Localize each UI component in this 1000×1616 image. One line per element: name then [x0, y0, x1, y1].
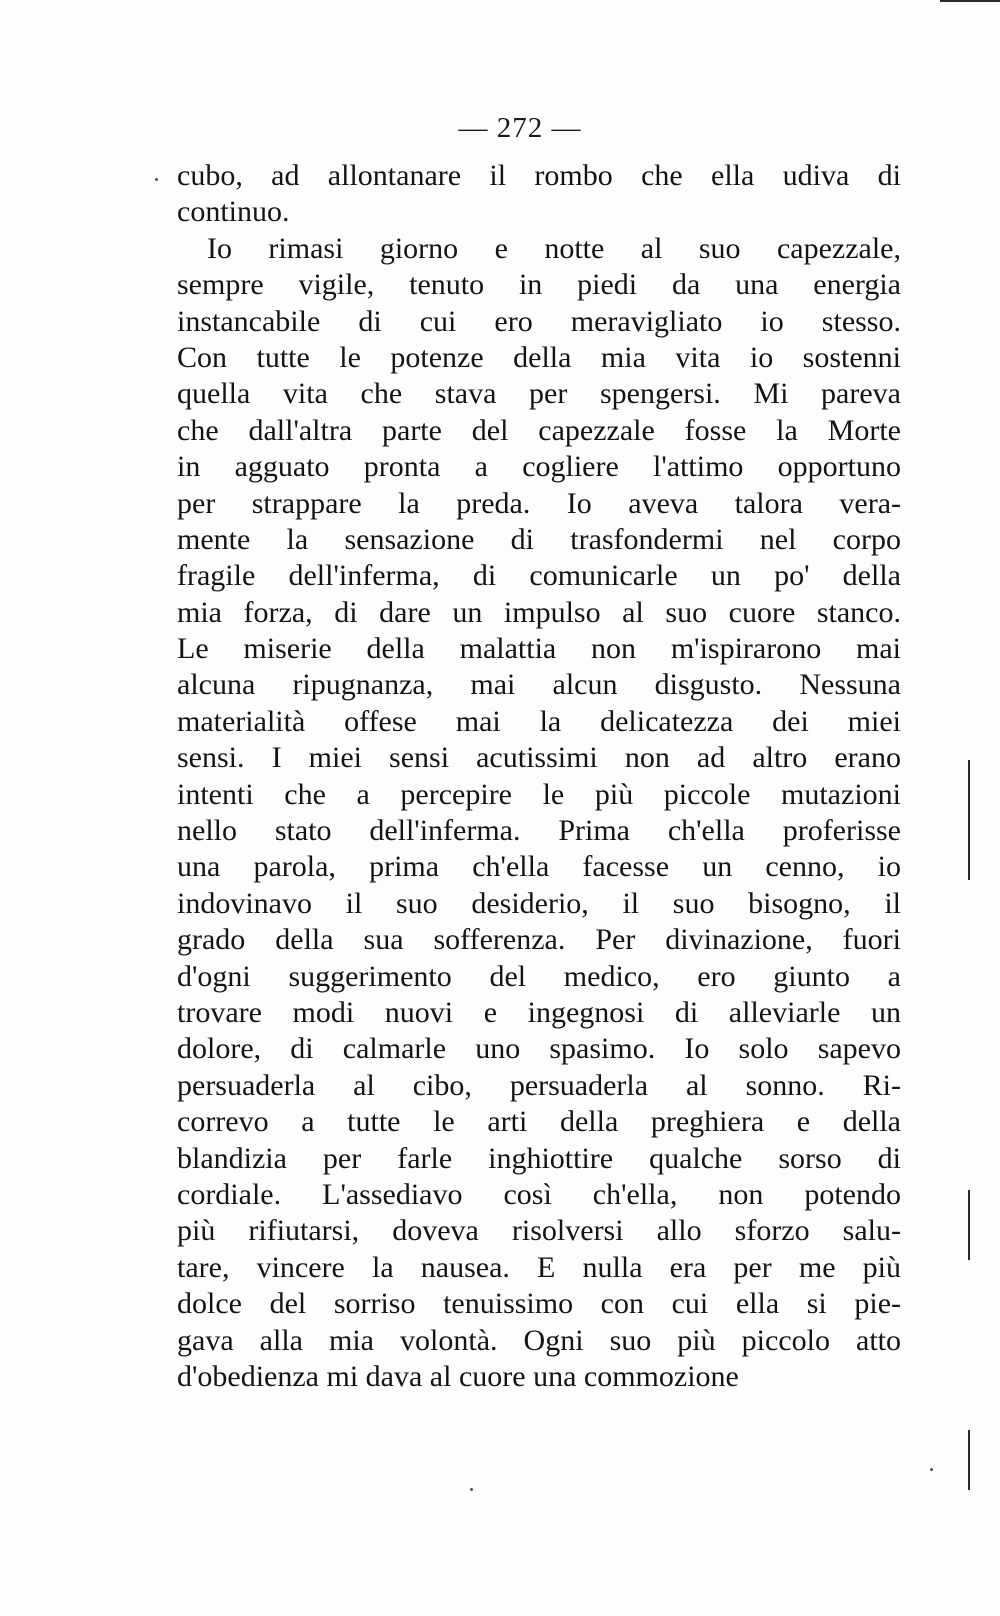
- text-line: che dall'altra parte del capezzale fosse la Morte: [177, 413, 901, 447]
- text-line: dolore, di calmarle uno spasimo. Io solo sapevo: [177, 1032, 901, 1066]
- text-line: gava alla mia volontà. Ogni suo più piccolo atto: [177, 1323, 901, 1357]
- text-line: dolce del sorriso tenuissimo con cui ella si pie-: [177, 1287, 901, 1321]
- text-line: d'ogni suggerimento del medico, ero giunto a: [177, 959, 901, 993]
- scan-speck: [155, 178, 158, 181]
- text-line: una parola, prima ch'ella facesse un cenno, io: [177, 850, 901, 884]
- scan-edge-mark: [968, 760, 970, 880]
- text-line: grado della sua sofferenza. Per divinazione, fuori: [177, 923, 901, 957]
- text-line: mente la sensazione di trasfondermi nel corpo: [177, 522, 901, 556]
- text-line: trovare modi nuovi e ingegnosi di alleviarle un: [177, 995, 901, 1029]
- text-line: in agguato pronta a cogliere l'attimo opportuno: [177, 450, 901, 484]
- text-line: d'obedienza mi dava al cuore una commozione: [177, 1359, 739, 1393]
- text-line: mia forza, di dare un impulso al suo cuore stanco.: [177, 595, 901, 629]
- text-line: tare, vincere la nausea. E nulla era per me più: [177, 1250, 901, 1284]
- text-line: alcuna ripugnanza, mai alcun disgusto. Nessuna: [177, 668, 901, 702]
- scan-edge-mark: [940, 0, 1000, 2]
- text-line: sempre vigile, tenuto in piedi da una energia: [177, 268, 901, 302]
- text-line: Le miserie della malattia non m'ispirarono mai: [177, 632, 901, 666]
- text-line: nello stato dell'inferma. Prima ch'ella proferisse: [177, 814, 901, 848]
- text-line: instancabile di cui ero meravigliato io stesso.: [177, 304, 901, 338]
- text-line: Io rimasi giorno e notte al suo capezzale,: [207, 231, 901, 265]
- text-line: continuo.: [177, 195, 290, 229]
- text-line: blandizia per farle inghiottire qualche sorso di: [177, 1141, 901, 1175]
- scan-speck: [930, 1468, 933, 1471]
- scan-edge-mark: [968, 1430, 970, 1490]
- text-line: indovinavo il suo desiderio, il suo bisogno, il: [177, 886, 901, 920]
- text-line: sensi. I miei sensi acutissimi non ad altro erano: [177, 741, 901, 775]
- scan-speck: [470, 1488, 473, 1491]
- text-line: correvo a tutte le arti della preghiera e della: [177, 1105, 901, 1139]
- text-line: Con tutte le potenze della mia vita io sostenni: [177, 340, 901, 374]
- text-line: intenti che a percepire le più piccole mutazioni: [177, 777, 901, 811]
- text-line: cordiale. L'assediavo così ch'ella, non potendo: [177, 1177, 901, 1211]
- text-line: persuaderla al cibo, persuaderla al sonno. Ri-: [177, 1068, 901, 1102]
- text-line: quella vita che stava per spengersi. Mi pareva: [177, 377, 901, 411]
- page-number: — 272 —: [458, 112, 582, 144]
- body-text: [177, 158, 901, 1395]
- text-line: più rifiutarsi, doveva risolversi allo sforzo salu-: [177, 1214, 901, 1248]
- text-line: fragile dell'inferma, di comunicarle un po' della: [177, 559, 901, 593]
- text-line: materialità offese mai la delicatezza dei miei: [177, 704, 901, 738]
- text-line: per strappare la preda. Io aveva talora vera-: [177, 486, 901, 520]
- scan-edge-mark: [968, 1190, 970, 1260]
- text-line: cubo, ad allontanare il rombo che ella udiva di: [177, 159, 901, 192]
